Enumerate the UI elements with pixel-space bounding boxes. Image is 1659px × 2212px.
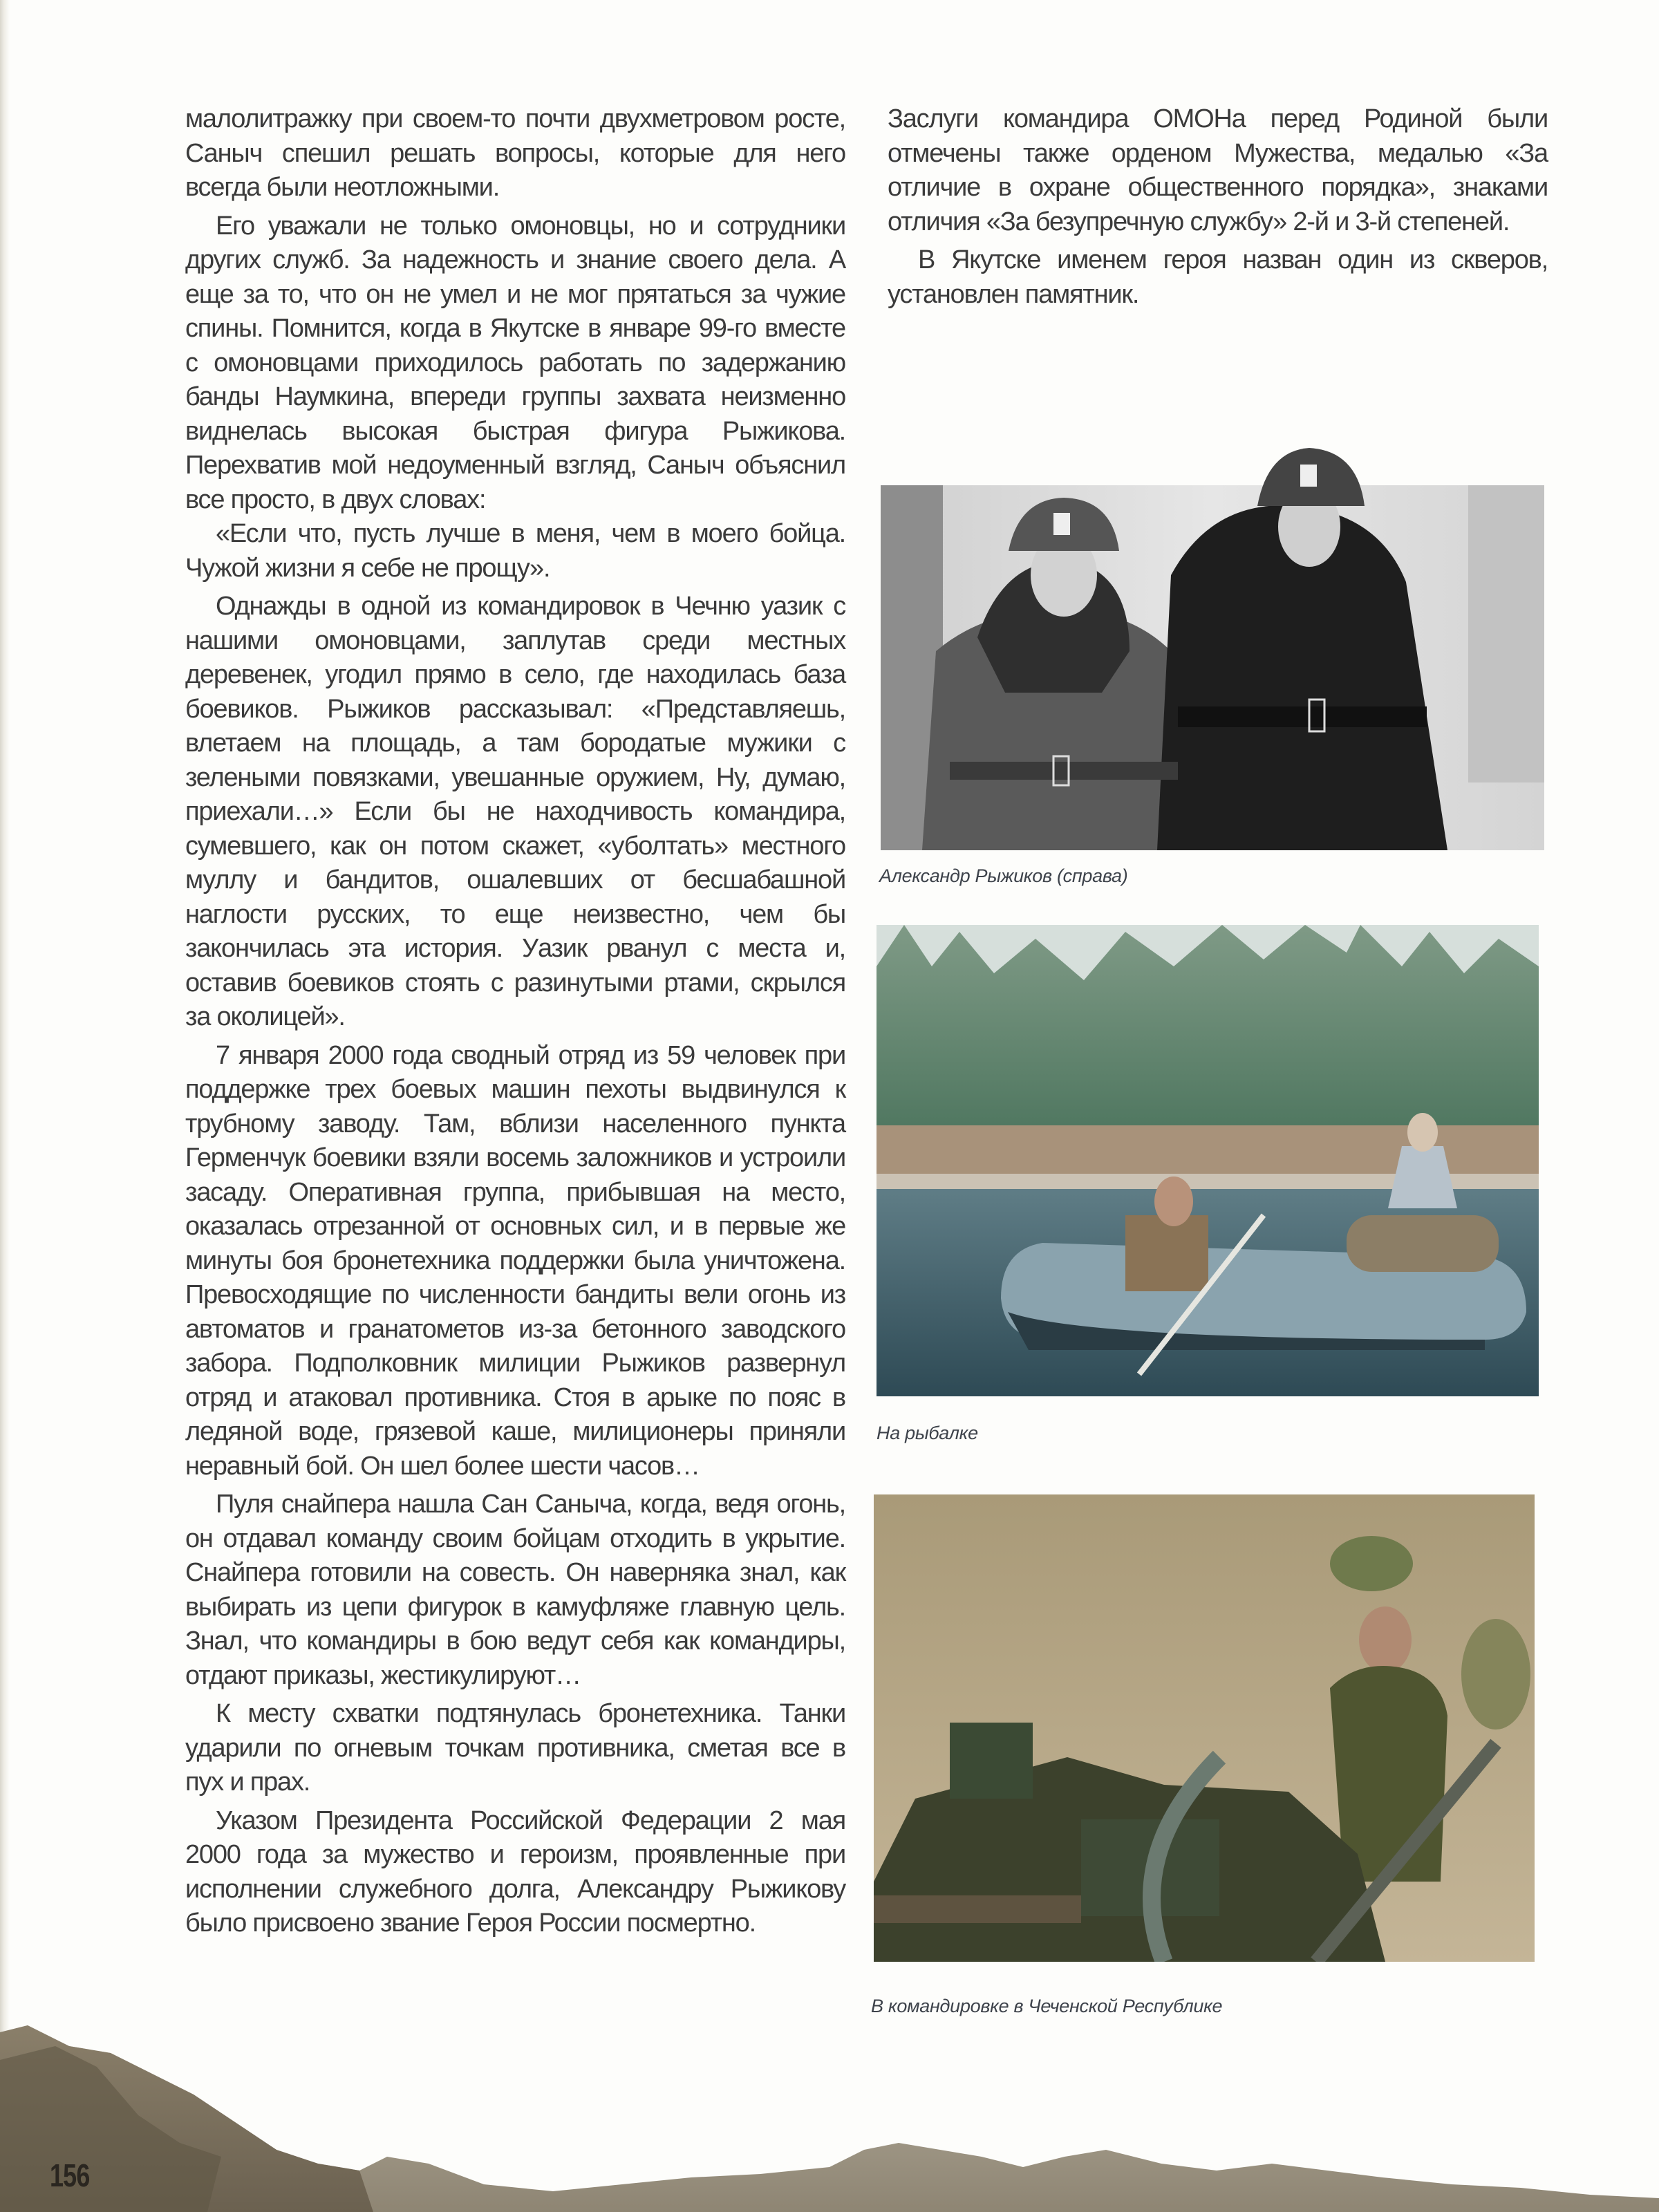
photo-chechnya-image: [874, 1494, 1535, 1962]
photo-caption: На рыбалке: [877, 1423, 978, 1443]
photo-fishing: [877, 925, 1539, 1396]
page-number: 156: [50, 2157, 90, 2193]
photo-caption: В командировке в Чеченской Республике: [871, 1996, 1223, 2016]
photo-officers: [881, 402, 1544, 850]
right-text-column: [888, 102, 1548, 312]
paragraph: 7 января 2000 года сводный отряд из 59 человек при поддержке трех боевых машин пехоты выдвинулся к трубному заводу. Там, вблизи населенного пункта Герменчук боевики взяли восемь заложников и устроили засаду. Оперативная группа, прибывшая на место, оказалась отрезанной от основных сил, и в первые же минуты боя бронетехника поддержки была уничтожена. Превосходящие по численности бандиты вели огонь из автоматов и гранатометов из-за бетонного заводского забора. Подполковник милиции Рыжиков развернул отряд и атаковал противника. Стоя в арыке по пояс в ледяной воде, грязевой каше, милиционеры приняли неравный бой. Он шел более шести часов…: [185, 1040, 845, 1481]
paragraph: Заслуги командира ОМОНа перед Родиной были отмечены также орденом Мужества, медалью «За отличие в охране общественного порядка», знаками отличия «За безупречную службу» 2-й и 3-й степеней.: [888, 104, 1548, 236]
left-text-column: [185, 102, 845, 1941]
photo-chechnya: [874, 1494, 1535, 1962]
paragraph: Пуля снайпера нашла Сан Саныча, когда, ведя огонь, он отдавал команду своим бойцам отходить в укрытие. Снайпера готовили на совесть. Он наверняка знал, как выбирать из цепи фигурок в камуфляже главную цель. Знал, что командиры в бою ведут себя как командиры, отдают приказы, жестикулируют…: [185, 1490, 845, 1690]
mountains-image: [0, 2018, 1659, 2212]
mountain-panorama-decoration: [0, 2018, 1659, 2212]
paragraph: К месту схватки подтянулась бронетехника. Танки ударили по огневым точкам противника, сметая все в пух и прах.: [185, 1699, 845, 1797]
paragraph: малолитражку при своем-то почти двухметровом росте, Саныч спешил решать вопросы, которые для него всегда были неотложными.: [185, 104, 845, 202]
photo-officers-image: [881, 402, 1544, 850]
quote-paragraph: «Если что, пусть лучше в меня, чем в моего бойца. Чужой жизни я себе не прощу».: [185, 519, 845, 583]
page-binding-edge: [0, 0, 10, 2212]
paragraph: Однажды в одной из командировок в Чечню уазик с нашими омоновцами, заплутав среди местных деревенек, угодил прямо в село, где находилась база боевиков. Рыжиков рассказывал: «Представляешь, влетаем на площадь, а там бородатые мужики с зелеными повязками, увешанные оружием, Ну, думаю, приехали…» Если бы не находчивость командира, сумевшего, как он потом скажет, «уболтать» местного муллу и бандитов, ошалевших от бесшабашной наглости русских, то еще неизвестно, чем бы закончилась эта история. Уазик рванул с места и, оставив боевиков стоять с разинутыми ртами, скрылся за околицей».: [185, 592, 845, 1031]
paragraph: Указом Президента Российской Федерации 2 мая 2000 года за мужество и героизм, проявленные при исполнении служебного долга, Александру Рыжикову было присвоено звание Героя России посмертно.: [185, 1806, 845, 1938]
photo-fishing-image: [877, 925, 1539, 1396]
paragraph: В Якутске именем героя назван один из скверов, установлен памятник.: [888, 245, 1548, 309]
paragraph: Его уважали не только омоновцы, но и сотрудники других служб. За надежность и знание своего дела. А еще за то, что он не умел и не мог прятаться за чужие спины. Помнится, когда в Якутске в январе 99-го вместе с омоновцами приходилось работать по задержанию банды Наумкина, впереди группы захвата неизменно виднелась высокая быстрая фигура Рыжикова. Перехватив мой недоуменный взгляд, Саныч объяснил все просто, в двух словах:: [185, 211, 845, 514]
photo-caption: Александр Рыжиков (справа): [879, 865, 1128, 886]
